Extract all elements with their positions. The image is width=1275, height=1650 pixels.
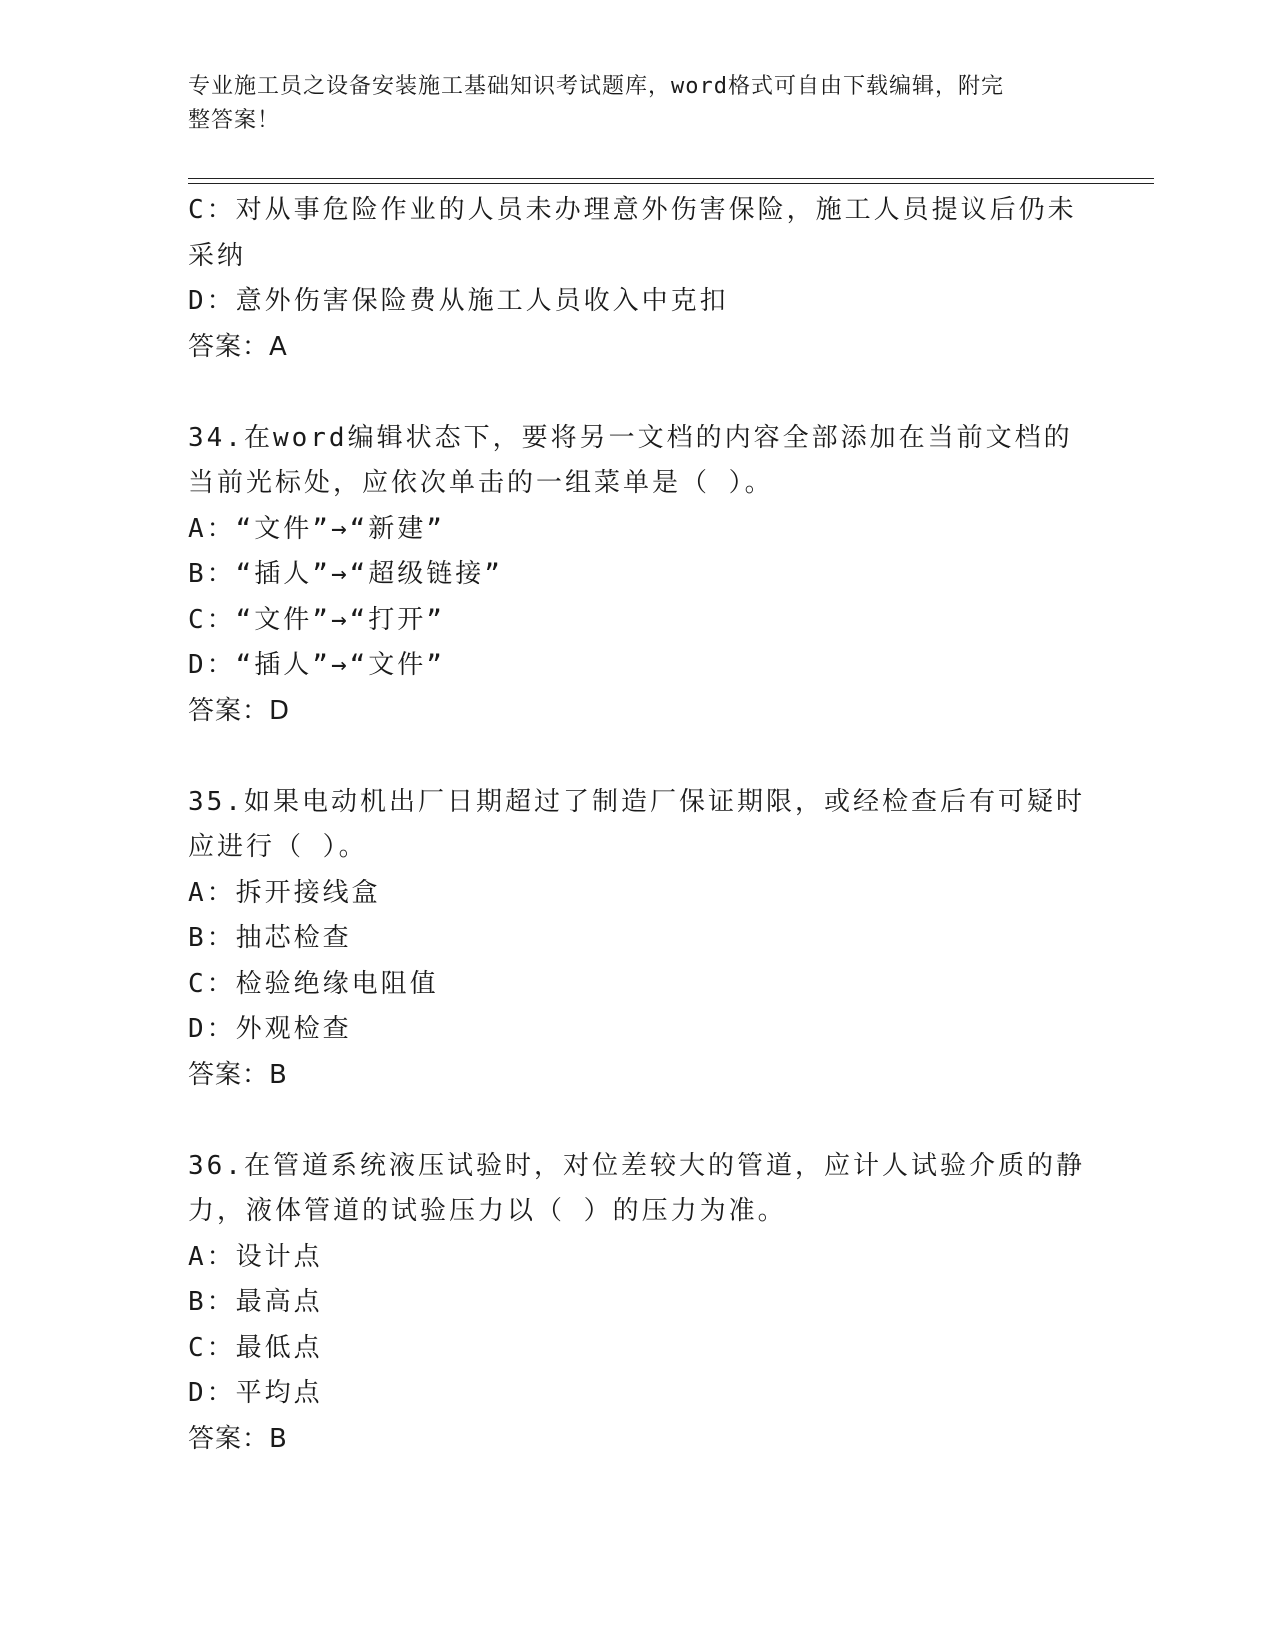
option-a: A：拆开接线盒 xyxy=(188,877,381,908)
option-d: D：意外伤害保险费从施工人员收入中克扣 xyxy=(188,286,729,316)
question-stem: 34.在word编辑状态下，要将另一文档的内容全部添加在当前文档的 xyxy=(188,422,1073,453)
option-c: C：“文件”→“打开” xyxy=(188,604,445,635)
option-c: C：最低点 xyxy=(188,1332,323,1363)
answer-line: 答案：B xyxy=(188,1059,288,1090)
option-d: D：平均点 xyxy=(188,1378,323,1408)
question-stem-continued: 力，液体管道的试验压力以（ ）的压力为准。 xyxy=(188,1196,787,1226)
header-divider-top xyxy=(188,178,1154,179)
option-c: C：检验绝缘电阻值 xyxy=(188,968,439,999)
answer-line: 答案：A xyxy=(188,331,288,362)
prev-question-tail xyxy=(188,188,1088,370)
document-header xyxy=(188,70,1068,138)
option-a: A：设计点 xyxy=(188,1241,323,1272)
option-b: B：最高点 xyxy=(188,1287,323,1317)
question-stem-continued: 应进行（ ）。 xyxy=(188,832,368,862)
question-stem: 36.在管道系统液压试验时，对位差较大的管道，应计人试验介质的静 xyxy=(188,1150,1085,1181)
question-35 xyxy=(188,780,1088,1099)
question-34 xyxy=(188,416,1088,735)
option-b: B：抽芯检查 xyxy=(188,923,352,953)
header-line-1: 专业施工员之设备安装施工基础知识考试题库，word格式可自由下载编辑，附完 xyxy=(188,74,1004,99)
answer-line: 答案：D xyxy=(188,695,291,726)
option-c-continued: 采纳 xyxy=(188,240,247,271)
option-d: D：外观检查 xyxy=(188,1014,352,1044)
option-c: C：对从事危险作业的人员未办理意外伤害保险，施工人员提议后仍未 xyxy=(188,195,1077,225)
spacer xyxy=(188,1098,1088,1144)
spacer xyxy=(188,734,1088,780)
header-divider-bottom xyxy=(188,183,1154,184)
option-b: B：“插人”→“超级链接” xyxy=(188,559,503,589)
document-body xyxy=(188,188,1088,1462)
header-line-2: 整答案！ xyxy=(188,108,281,133)
option-d: D：“插人”→“文件” xyxy=(188,650,445,680)
question-stem-continued: 当前光标处，应依次单击的一组菜单是（ ）。 xyxy=(188,468,774,498)
question-stem: 35.如果电动机出厂日期超过了制造厂保证期限，或经检查后有可疑时 xyxy=(188,786,1085,817)
answer-line: 答案：B xyxy=(188,1423,288,1454)
option-a: A：“文件”→“新建” xyxy=(188,513,445,544)
spacer xyxy=(188,370,1088,416)
question-36 xyxy=(188,1144,1088,1463)
